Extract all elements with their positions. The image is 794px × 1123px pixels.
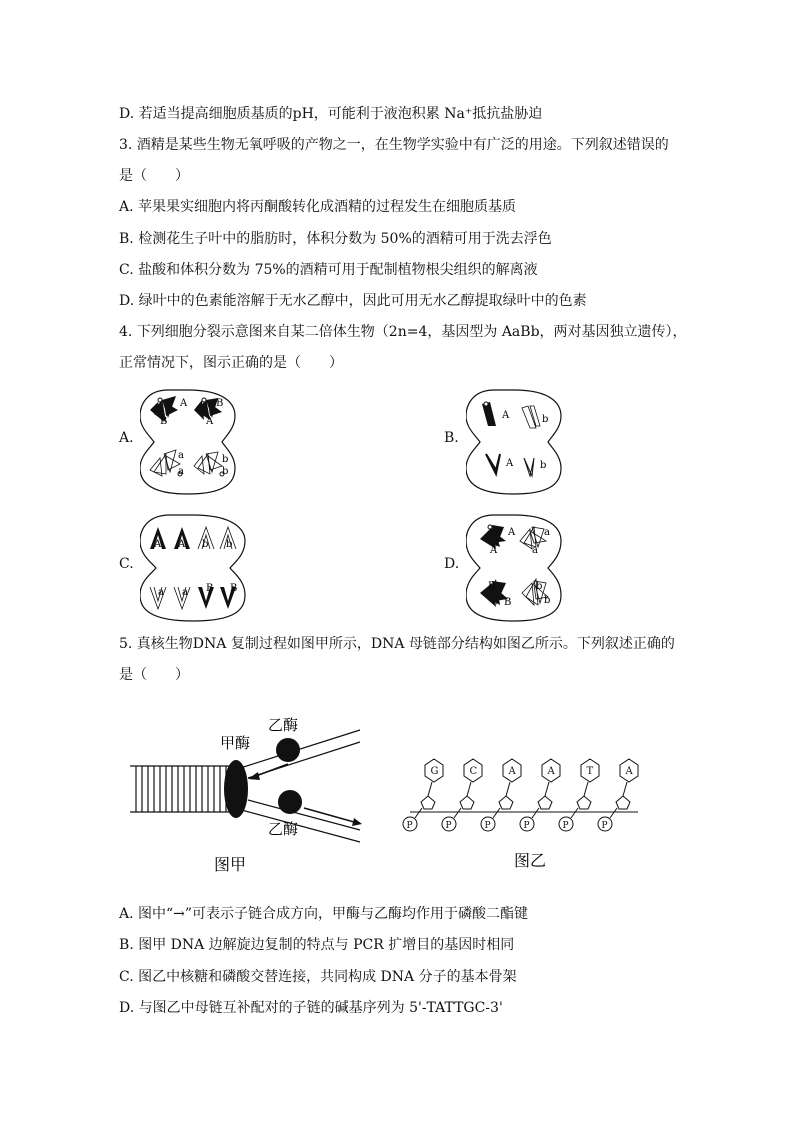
figure-yi-caption: 图乙 <box>514 851 547 870</box>
q3-stem-2: 是（ ） <box>119 168 189 184</box>
cell-figure-a <box>140 388 236 496</box>
figure-yi <box>396 752 646 872</box>
gene-label: A <box>180 398 188 409</box>
q4-option-c-label: C. <box>119 556 134 572</box>
q3-option-a: A. 苹果果实细胞内将丙酮酸转化成酒精的过程发生在细胞质基质 <box>119 199 517 215</box>
q4-option-b-label: B. <box>444 430 459 446</box>
nucleotide-unit <box>403 759 443 831</box>
figure-jia <box>128 712 378 877</box>
gene-label: B <box>216 398 224 409</box>
gene-label: A <box>178 539 186 550</box>
cell-figure-c <box>140 513 246 623</box>
gene-label: a <box>178 466 184 477</box>
enzyme-yi-top-label: 乙酶 <box>268 716 299 734</box>
gene-label: A <box>154 539 162 550</box>
phosphate-label: P <box>406 821 413 831</box>
gene-label: B <box>230 583 238 594</box>
gene-label: b <box>540 460 547 471</box>
base-label: A <box>508 766 516 777</box>
nucleotide-unit <box>559 759 599 831</box>
gene-label: a <box>158 587 164 598</box>
phosphate-label: P <box>523 821 530 831</box>
gene-label: b <box>222 466 229 477</box>
q5-option-d: D. 与图乙中母链互补配对的子链的碱基序列为 5'-TATTGC-3' <box>119 1000 503 1016</box>
base-label: A <box>625 766 633 777</box>
q5-stem-1: 5. 真核生物DNA 复制过程如图甲所示，DNA 母链部分结构如图乙所示。下列叙述正确的 <box>119 636 675 652</box>
gene-label: b <box>222 454 229 465</box>
gene-label: a <box>544 527 550 538</box>
q3-option-c: C. 盐酸和体积分数为 75%的酒精可用于配制植物根尖组织的解离液 <box>119 262 538 278</box>
base-label: C <box>469 766 478 777</box>
q5-stem-2: 是（ ） <box>119 667 189 683</box>
gene-label: A <box>508 527 516 538</box>
nucleotide-unit <box>520 759 560 831</box>
q4-stem-2: 正常情况下，图示正确的是（ ） <box>119 355 343 371</box>
gene-label: B <box>504 597 512 608</box>
q2-option-d: D. 若适当提高细胞质基质的pH，可能利于液泡积累 Na⁺抵抗盐胁迫 <box>119 106 543 122</box>
gene-label: a <box>182 587 188 598</box>
q4-option-d-label: D. <box>444 556 460 572</box>
enzyme-yi-bottom-label: 乙酶 <box>268 820 299 838</box>
gene-label: B <box>206 583 214 594</box>
phosphate-label: P <box>445 821 452 831</box>
base-label: G <box>430 766 439 777</box>
nucleotide-unit <box>598 759 638 831</box>
gene-label: B <box>160 416 168 427</box>
gene-label: A <box>206 416 214 427</box>
q3-option-d: D. 绿叶中的色素能溶解于无水乙醇中，因此可用无水乙醇提取绿叶中的色素 <box>119 293 587 309</box>
nucleotide-unit <box>442 759 482 831</box>
gene-label: A <box>506 458 514 469</box>
cell-figure-b <box>466 388 562 496</box>
gene-label: a <box>532 545 538 556</box>
enzyme-jia-label: 甲酶 <box>220 734 251 752</box>
q3-option-b: B. 检测花生子叶中的脂肪时，体积分数为 50%的酒精可用于洗去浮色 <box>119 231 552 247</box>
gene-label: b <box>544 595 551 606</box>
q3-stem-1: 3. 酒精是某些生物无氧呼吸的产物之一，在生物学实验中有广泛的用途。下列叙述错误的 <box>119 137 669 153</box>
base-label: T <box>586 766 594 777</box>
q5-option-b: B. 图甲 DNA 边解旋边复制的特点与 PCR 扩增目的基因时相同 <box>119 937 515 953</box>
q5-option-a: A. 图中“→”可表示子链合成方向，甲酶与乙酶均作用于磷酸二酯键 <box>119 906 529 922</box>
q4-option-a-label: A. <box>119 430 134 446</box>
phosphate-label: P <box>601 821 608 831</box>
q4-stem-1: 4. 下列细胞分裂示意图来自某二倍体生物（2n=4，基因型为 AaBb，两对基因独立遗传）， <box>119 324 687 340</box>
gene-label: b <box>226 539 233 550</box>
gene-label: a <box>178 450 184 461</box>
gene-label: b <box>542 414 549 425</box>
phosphate-label: P <box>562 821 569 831</box>
gene-label: b <box>202 539 209 550</box>
gene-label: b <box>536 581 543 592</box>
base-label: A <box>547 766 555 777</box>
phosphate-label: P <box>484 821 491 831</box>
q5-option-c: C. 图乙中核糖和磷酸交替连接，共同构成 DNA 分子的基本骨架 <box>119 969 517 985</box>
gene-label: A <box>502 410 510 421</box>
gene-label: A <box>490 545 498 556</box>
nucleotide-unit <box>481 759 521 831</box>
gene-label: B <box>488 581 496 592</box>
cell-figure-d <box>466 513 562 623</box>
figure-jia-caption: 图甲 <box>214 855 247 874</box>
